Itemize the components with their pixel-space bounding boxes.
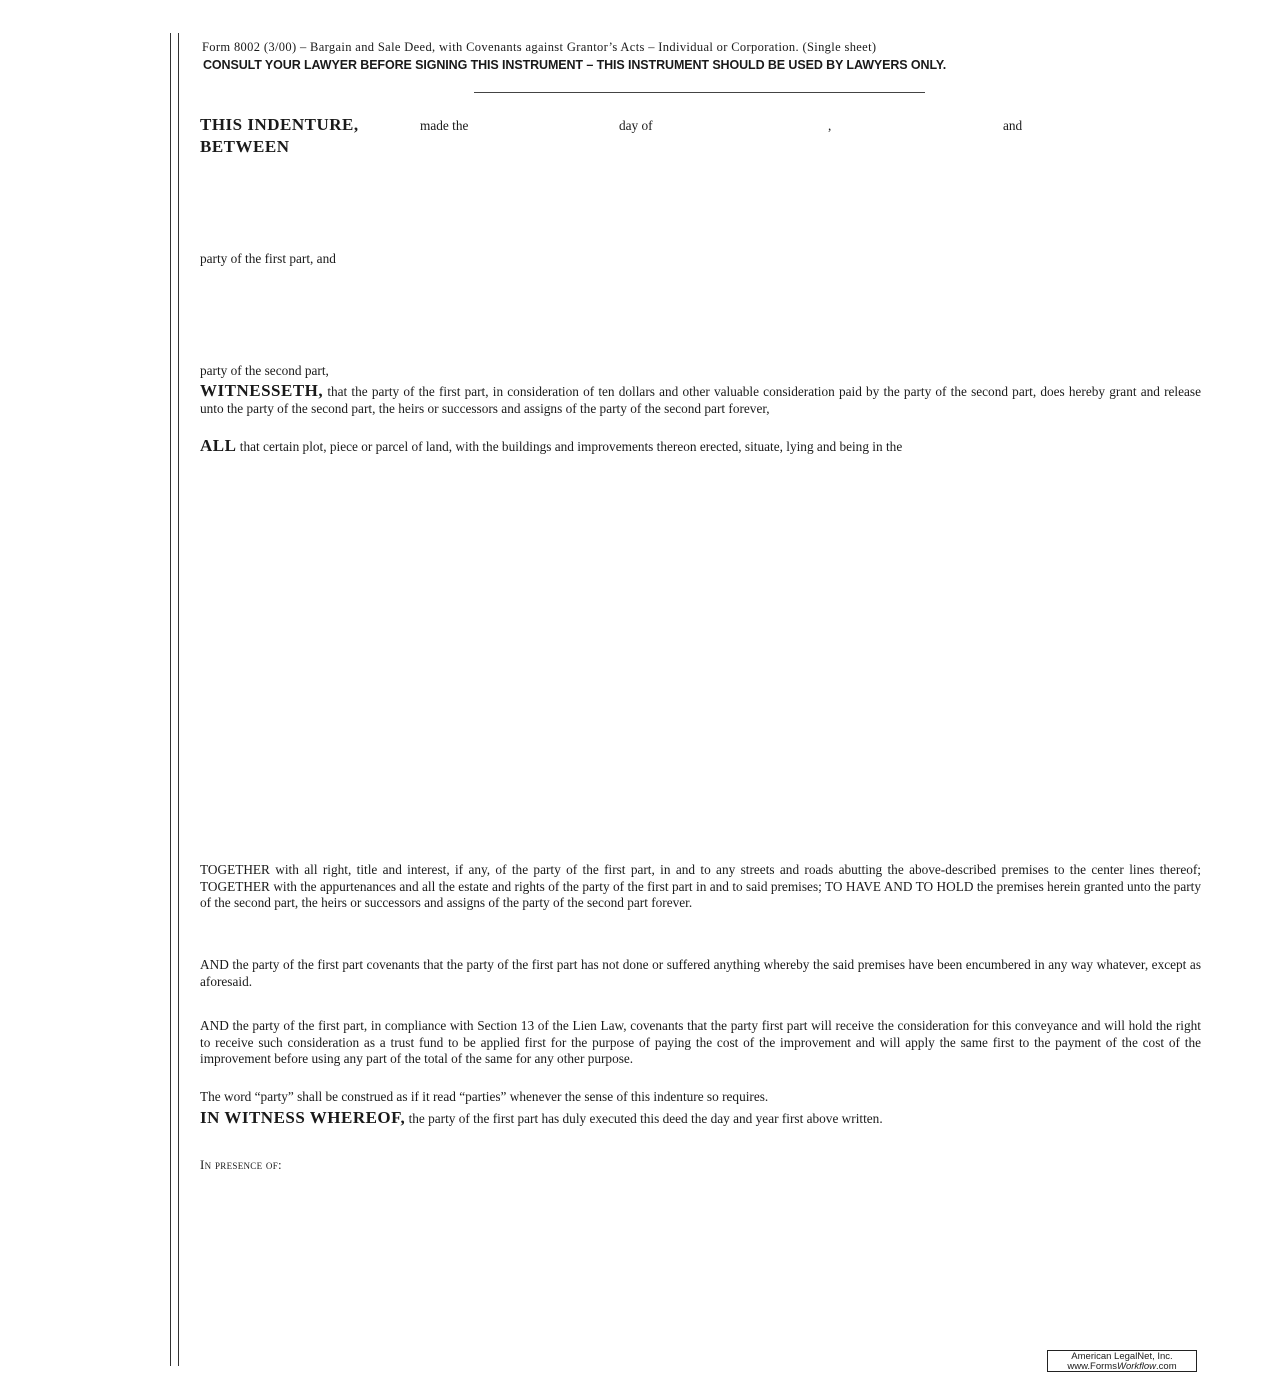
url-italic: Workflow [1116,1361,1157,1372]
witnesseth-text: that the party of the first part, in consideration of ten dollars and other valuable consideration paid by the party of the second part, does hereby grant and release unto the party of the second part, the heirs or successors and assigns of the party of the second part forever, [200,384,1201,416]
in-witness-paragraph [200,1110,1201,1128]
covenant-paragraph: AND the party of the first part covenants that the party of the first part has not done or suffered anything whereby the said premises have been encumbered in any way whatever, except as aforesaid. [200,957,1201,989]
party-word-paragraph: The word “party” shall be construed as if it read “parties” whenever the sense of this indenture so requires. [200,1089,769,1104]
consult-lawyer-notice: CONSULT YOUR LAWYER BEFORE SIGNING THIS INSTRUMENT – THIS INSTRUMENT SHOULD BE USED BY LAWYERS ONLY. [203,58,947,72]
url-suffix: .com [1156,1361,1177,1372]
in-witness-text: the party of the first part has duly executed this deed the day and year first above written. [408,1111,883,1126]
first-party-label: party of the first part, and [200,251,336,266]
year-comma: , [828,118,832,133]
lien-law-paragraph: AND the party of the first part, in compliance with Section 13 of the Lien Law, covenants that the party first part will receive the consideration for this conveyance and will hold the right to receive such consideration as a trust fund to be applied first for the purpose of paying the cost of the improvement and will apply the same first to the payment of the cost of the improvement before using any part of the total of the same for any other purpose. [200,1018,1201,1066]
made-the-label: made the [420,118,469,133]
all-clause-text: that certain plot, piece or parcel of land, with the buildings and improvements thereon erected, situate, lying and being in the [239,439,903,454]
publisher-badge [1047,1350,1197,1372]
and-label: and [1003,118,1023,133]
publisher-name: American LegalNet, Inc. [1071,1351,1173,1362]
all-heading: ALL [200,436,237,455]
left-margin-rule-outer [170,33,171,1366]
indenture-line [200,115,1201,137]
header-divider [474,92,925,93]
all-clause-paragraph [200,438,1201,456]
between-heading: BETWEEN [200,137,290,156]
in-witness-heading: IN WITNESS WHEREOF, [200,1108,406,1127]
witnesseth-paragraph [200,383,1201,417]
form-identifier: Form 8002 (3/00) – Bargain and Sale Deed, with Covenants against Grantor’s Acts – Individual or Corporation. (Single sheet) [202,40,877,54]
indenture-heading: THIS INDENTURE, [200,115,359,134]
together-paragraph: TOGETHER with all right, title and interest, if any, of the party of the first part, in and to any streets and roads abutting the above-described premises to the center lines thereof; TOGETHER with the appurtenances and all the estate and rights of the party of the first part in and to said premises; TO HAVE AND TO HOLD the premises herein granted unto the party of the second part, the heirs or successors and assigns of the party of the second part forever. [200,862,1201,910]
in-presence-of-label: In presence of: [200,1157,282,1172]
left-margin-rule-inner [178,33,179,1366]
witnesseth-heading: WITNESSETH, [200,381,324,400]
second-party-label: party of the second part, [200,363,329,378]
day-of-label: day of [619,118,653,133]
publisher-url [1048,1362,1196,1372]
url-prefix: www.Forms [1067,1361,1117,1372]
